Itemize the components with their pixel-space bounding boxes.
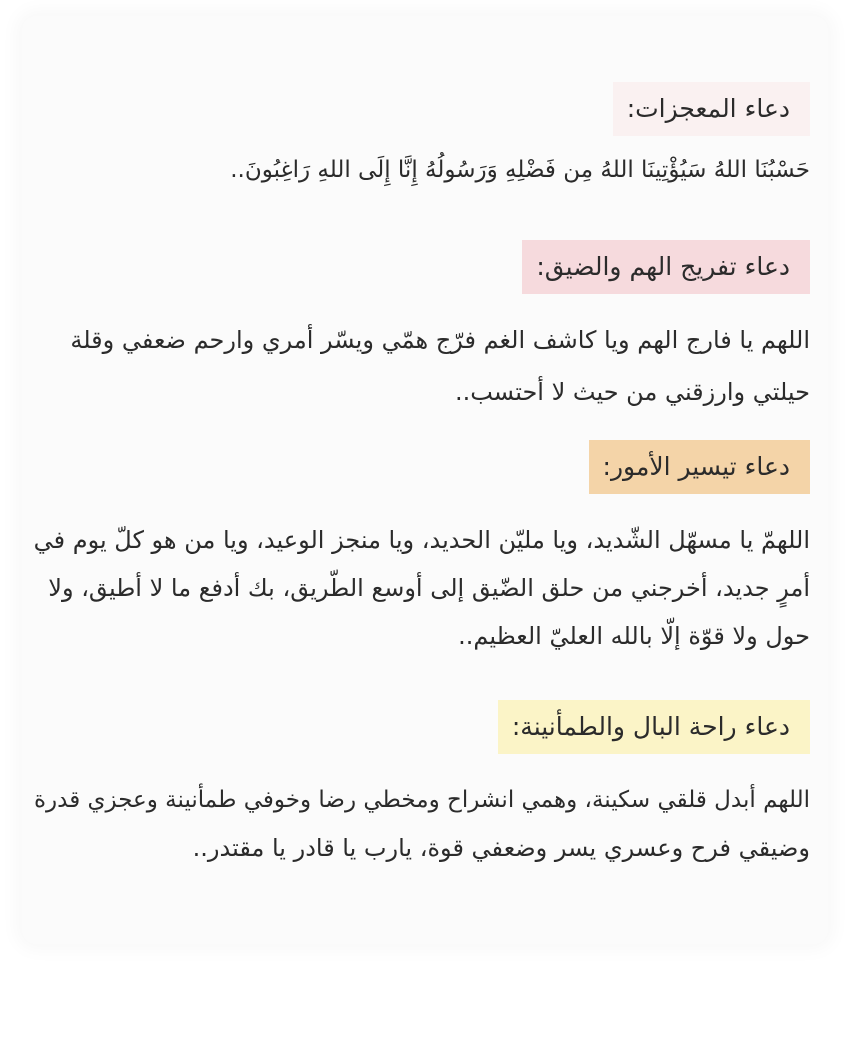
dua-text [30, 776, 810, 872]
dua-text [220, 146, 810, 194]
section-miracles-dua [220, 82, 810, 194]
dua-line: حول ولا قوّة إلّا بالله العليّ العظيم.. [458, 622, 810, 650]
section-heading: دعاء تفريج الهم والضيق: [522, 240, 810, 294]
dua-line: وضيقي فرح وعسري يسر وضعفي قوة، يارب يا قادر يا مقتدر.. [192, 834, 810, 862]
dua-line: حَسْبُنَا اللهُ سَيُؤْتِينَا اللهُ مِن فَضْلِهِ وَرَسُولُهُ إِنَّا إِلَى اللهِ رَاغِبُونَ.. [230, 157, 810, 183]
section-peace-dua [30, 700, 810, 872]
dua-text [30, 516, 810, 660]
section-ease-dua [30, 440, 810, 660]
section-heading: دعاء المعجزات: [613, 82, 810, 136]
dua-line: اللهم أبدل قلقي سكينة، وهمي انشراح ومخطي رضا وخوفي طمأنينة وعجزي قدرة [33, 787, 810, 813]
dua-line: اللهمّ يا مسهّل الشّديد، ويا مليّن الحديد، ويا منجز الوعيد، ويا من هو كلّ يوم في [33, 526, 810, 554]
section-heading: دعاء تيسير الأمور: [589, 440, 810, 494]
dua-line: اللهم يا فارج الهم ويا كاشف الغم فرّج همّي ويسّر أمري وارحم ضعفي وقلة [70, 326, 810, 354]
section-relief-dua [30, 240, 810, 418]
dua-line: أمرٍ جديد، أخرجني من حلق الضّيق إلى أوسع الطّريق، بك أدفع ما لا أطيق، ولا [48, 574, 810, 602]
dua-text [30, 314, 810, 418]
dua-line: حيلتي وارزقني من حيث لا أحتسب.. [454, 378, 810, 406]
section-heading: دعاء راحة البال والطمأنينة: [498, 700, 810, 754]
